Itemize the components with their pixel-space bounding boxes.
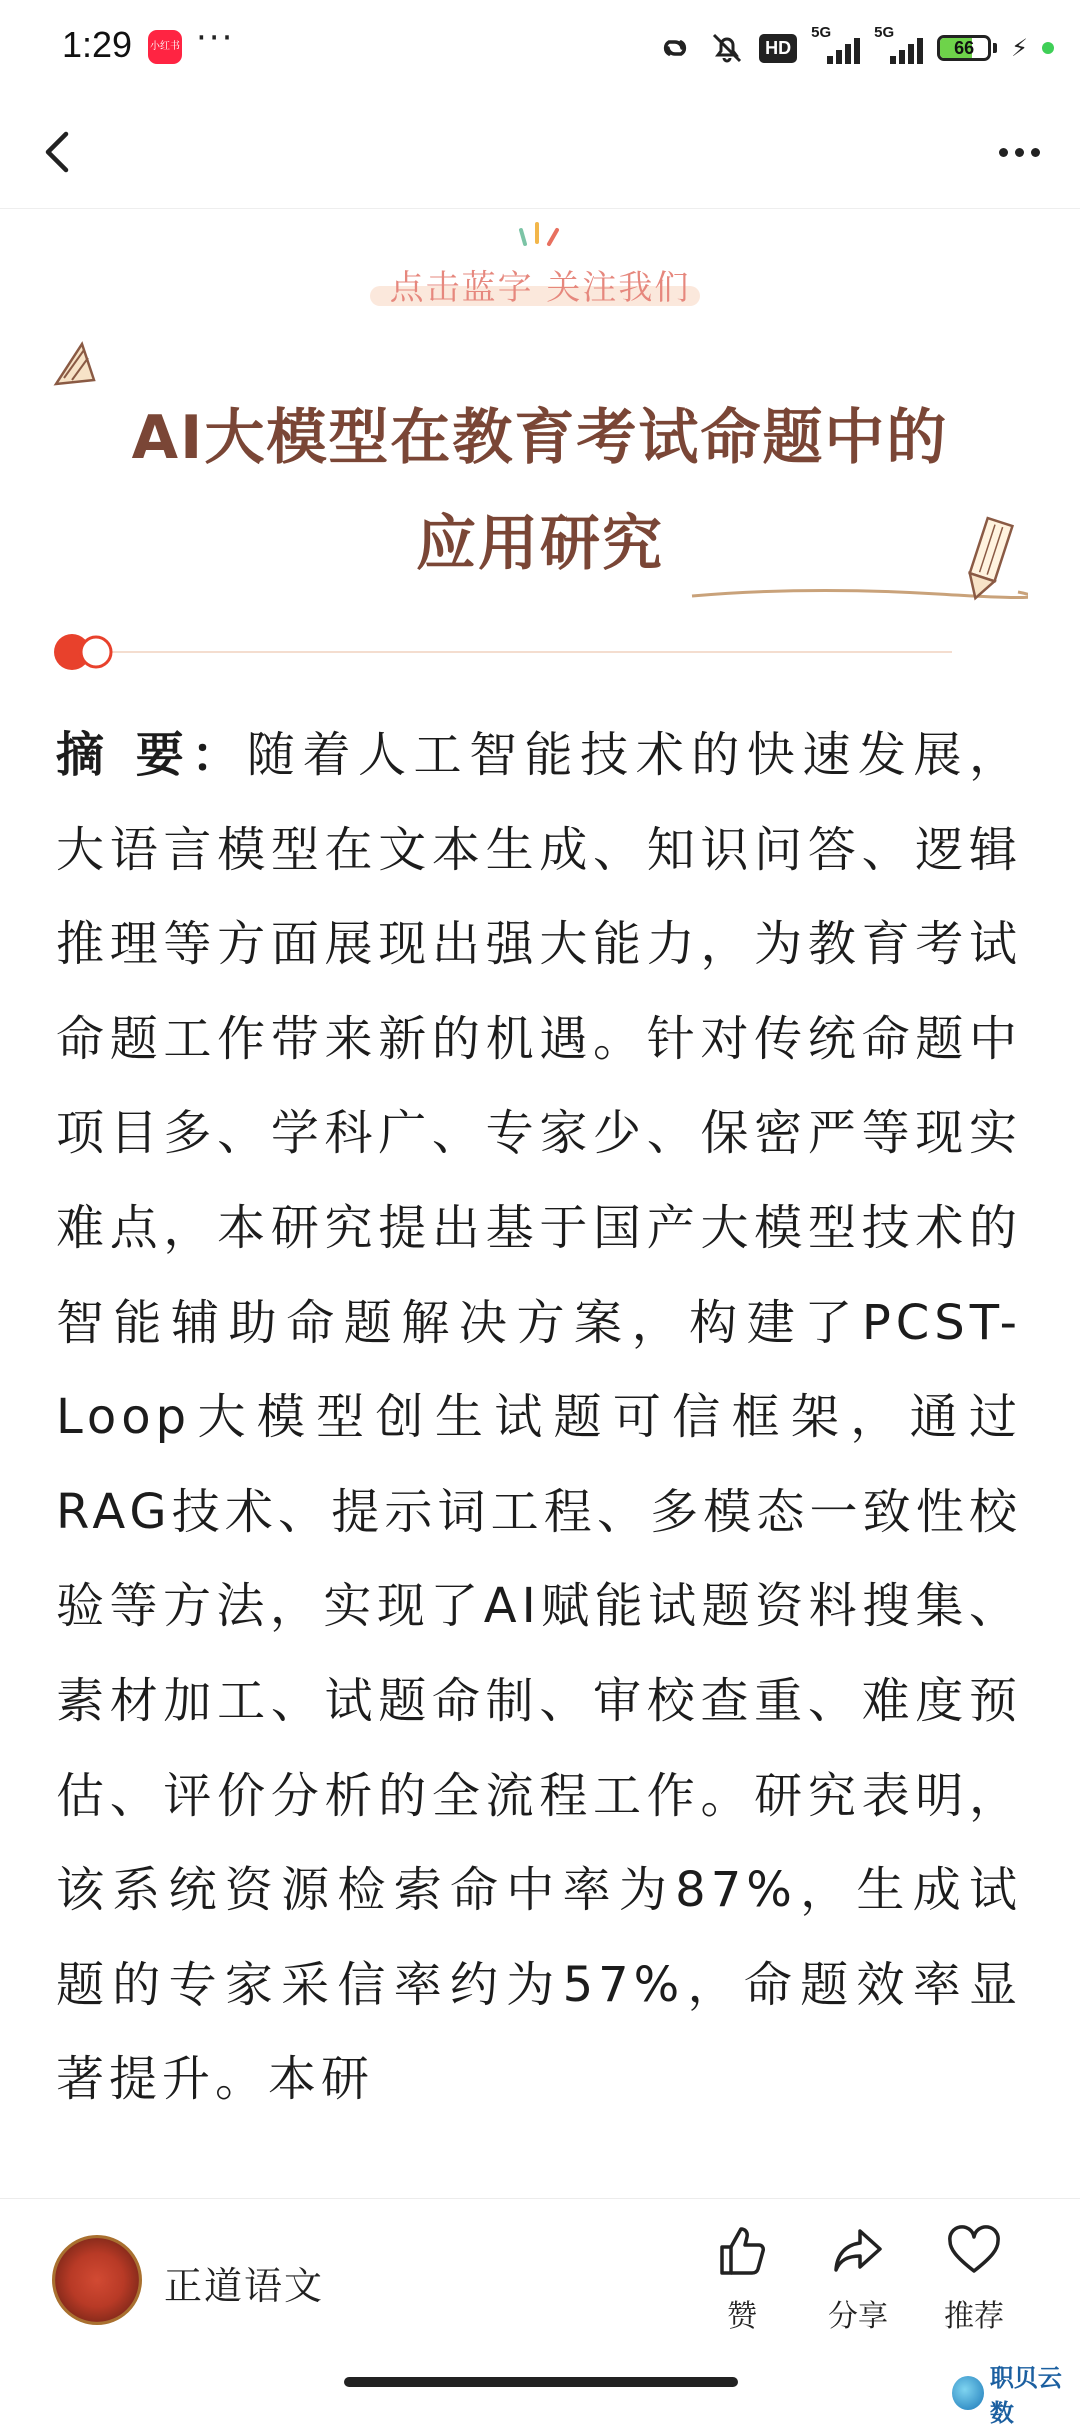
article-title-line-2: 应用研究: [416, 509, 664, 579]
like-button[interactable]: [692, 2223, 792, 2335]
network-type-label: 5G: [811, 24, 832, 41]
privacy-indicator-icon: [1042, 42, 1054, 54]
notification-more-icon: ···: [196, 18, 235, 58]
watermark: [952, 2358, 1080, 2428]
nav-bar: [0, 96, 1080, 209]
bottom-action-bar: [0, 2198, 1080, 2359]
xiaohongshu-app-icon: 小红书: [148, 30, 182, 64]
network-type-label: 5G: [874, 24, 895, 41]
follow-banner[interactable]: 点击蓝字 关注我们: [389, 268, 691, 308]
status-icons: [655, 26, 1054, 70]
account-name[interactable]: 正道语文: [164, 2264, 325, 2308]
chevron-left-icon: [30, 118, 90, 186]
watermark-logo-icon: [952, 2376, 984, 2410]
triangle-decoration-icon: [52, 340, 98, 390]
share-arrow-icon: [830, 2223, 886, 2279]
status-time: 1:29: [62, 24, 133, 65]
signal-icon-1: [811, 24, 860, 64]
abstract-text: 随着人工智能技术的快速发展，大语言模型在文本生成、知识问答、逻辑推理等方面展现出强大能力，为教育考试命题工作带来新的机遇。针对传统命题中项目多、学科广、专家少、保密严等现实难点，本研究提出基于国产大模型技术的智能辅助命题解决方案，构建了PCST-Loop大模型创生试题可信框架，通过RAG技术、提示词工程、多模态一致性校验等方法，实现了AI赋能试题资料搜集、素材加工、试题命制、审校查重、难度预估、评价分析的全流程工作。研究表明，该系统资源检索命中率为87%，生成试题的专家采信率约为57%，命题效率显著提升。本研: [56, 727, 1022, 2108]
pencil-decoration-icon: [688, 516, 1028, 616]
mute-icon: [709, 31, 745, 65]
battery-level: 66: [954, 38, 975, 58]
back-button[interactable]: [30, 118, 90, 186]
article-abstract: [56, 708, 1022, 2127]
heart-icon: [946, 2223, 1002, 2279]
more-horizontal-icon: [999, 148, 1008, 157]
section-divider: [52, 630, 952, 674]
share-label: 分享: [828, 2299, 888, 2334]
battery-icon: [937, 35, 997, 61]
abstract-label: 摘 要：: [56, 727, 247, 783]
like-label: 赞: [727, 2299, 757, 2334]
article-title-line-1: AI大模型在教育考试命题中的: [131, 403, 949, 473]
recommend-button[interactable]: [924, 2223, 1024, 2335]
status-bar: [0, 0, 1080, 96]
hd-voice-icon: HD: [759, 34, 797, 63]
signal-icon-2: [874, 24, 923, 64]
more-button[interactable]: [984, 124, 1054, 180]
home-indicator[interactable]: [344, 2377, 738, 2387]
watermark-text: 职贝云数: [989, 2364, 1062, 2427]
account-avatar[interactable]: [52, 2235, 142, 2325]
thumbs-up-icon: [714, 2223, 770, 2279]
sparkle-decoration-icon: [515, 220, 575, 250]
link-icon: [655, 33, 695, 63]
share-button[interactable]: [808, 2223, 908, 2335]
charging-icon: ⚡: [1011, 34, 1028, 62]
recommend-label: 推荐: [944, 2299, 1004, 2334]
